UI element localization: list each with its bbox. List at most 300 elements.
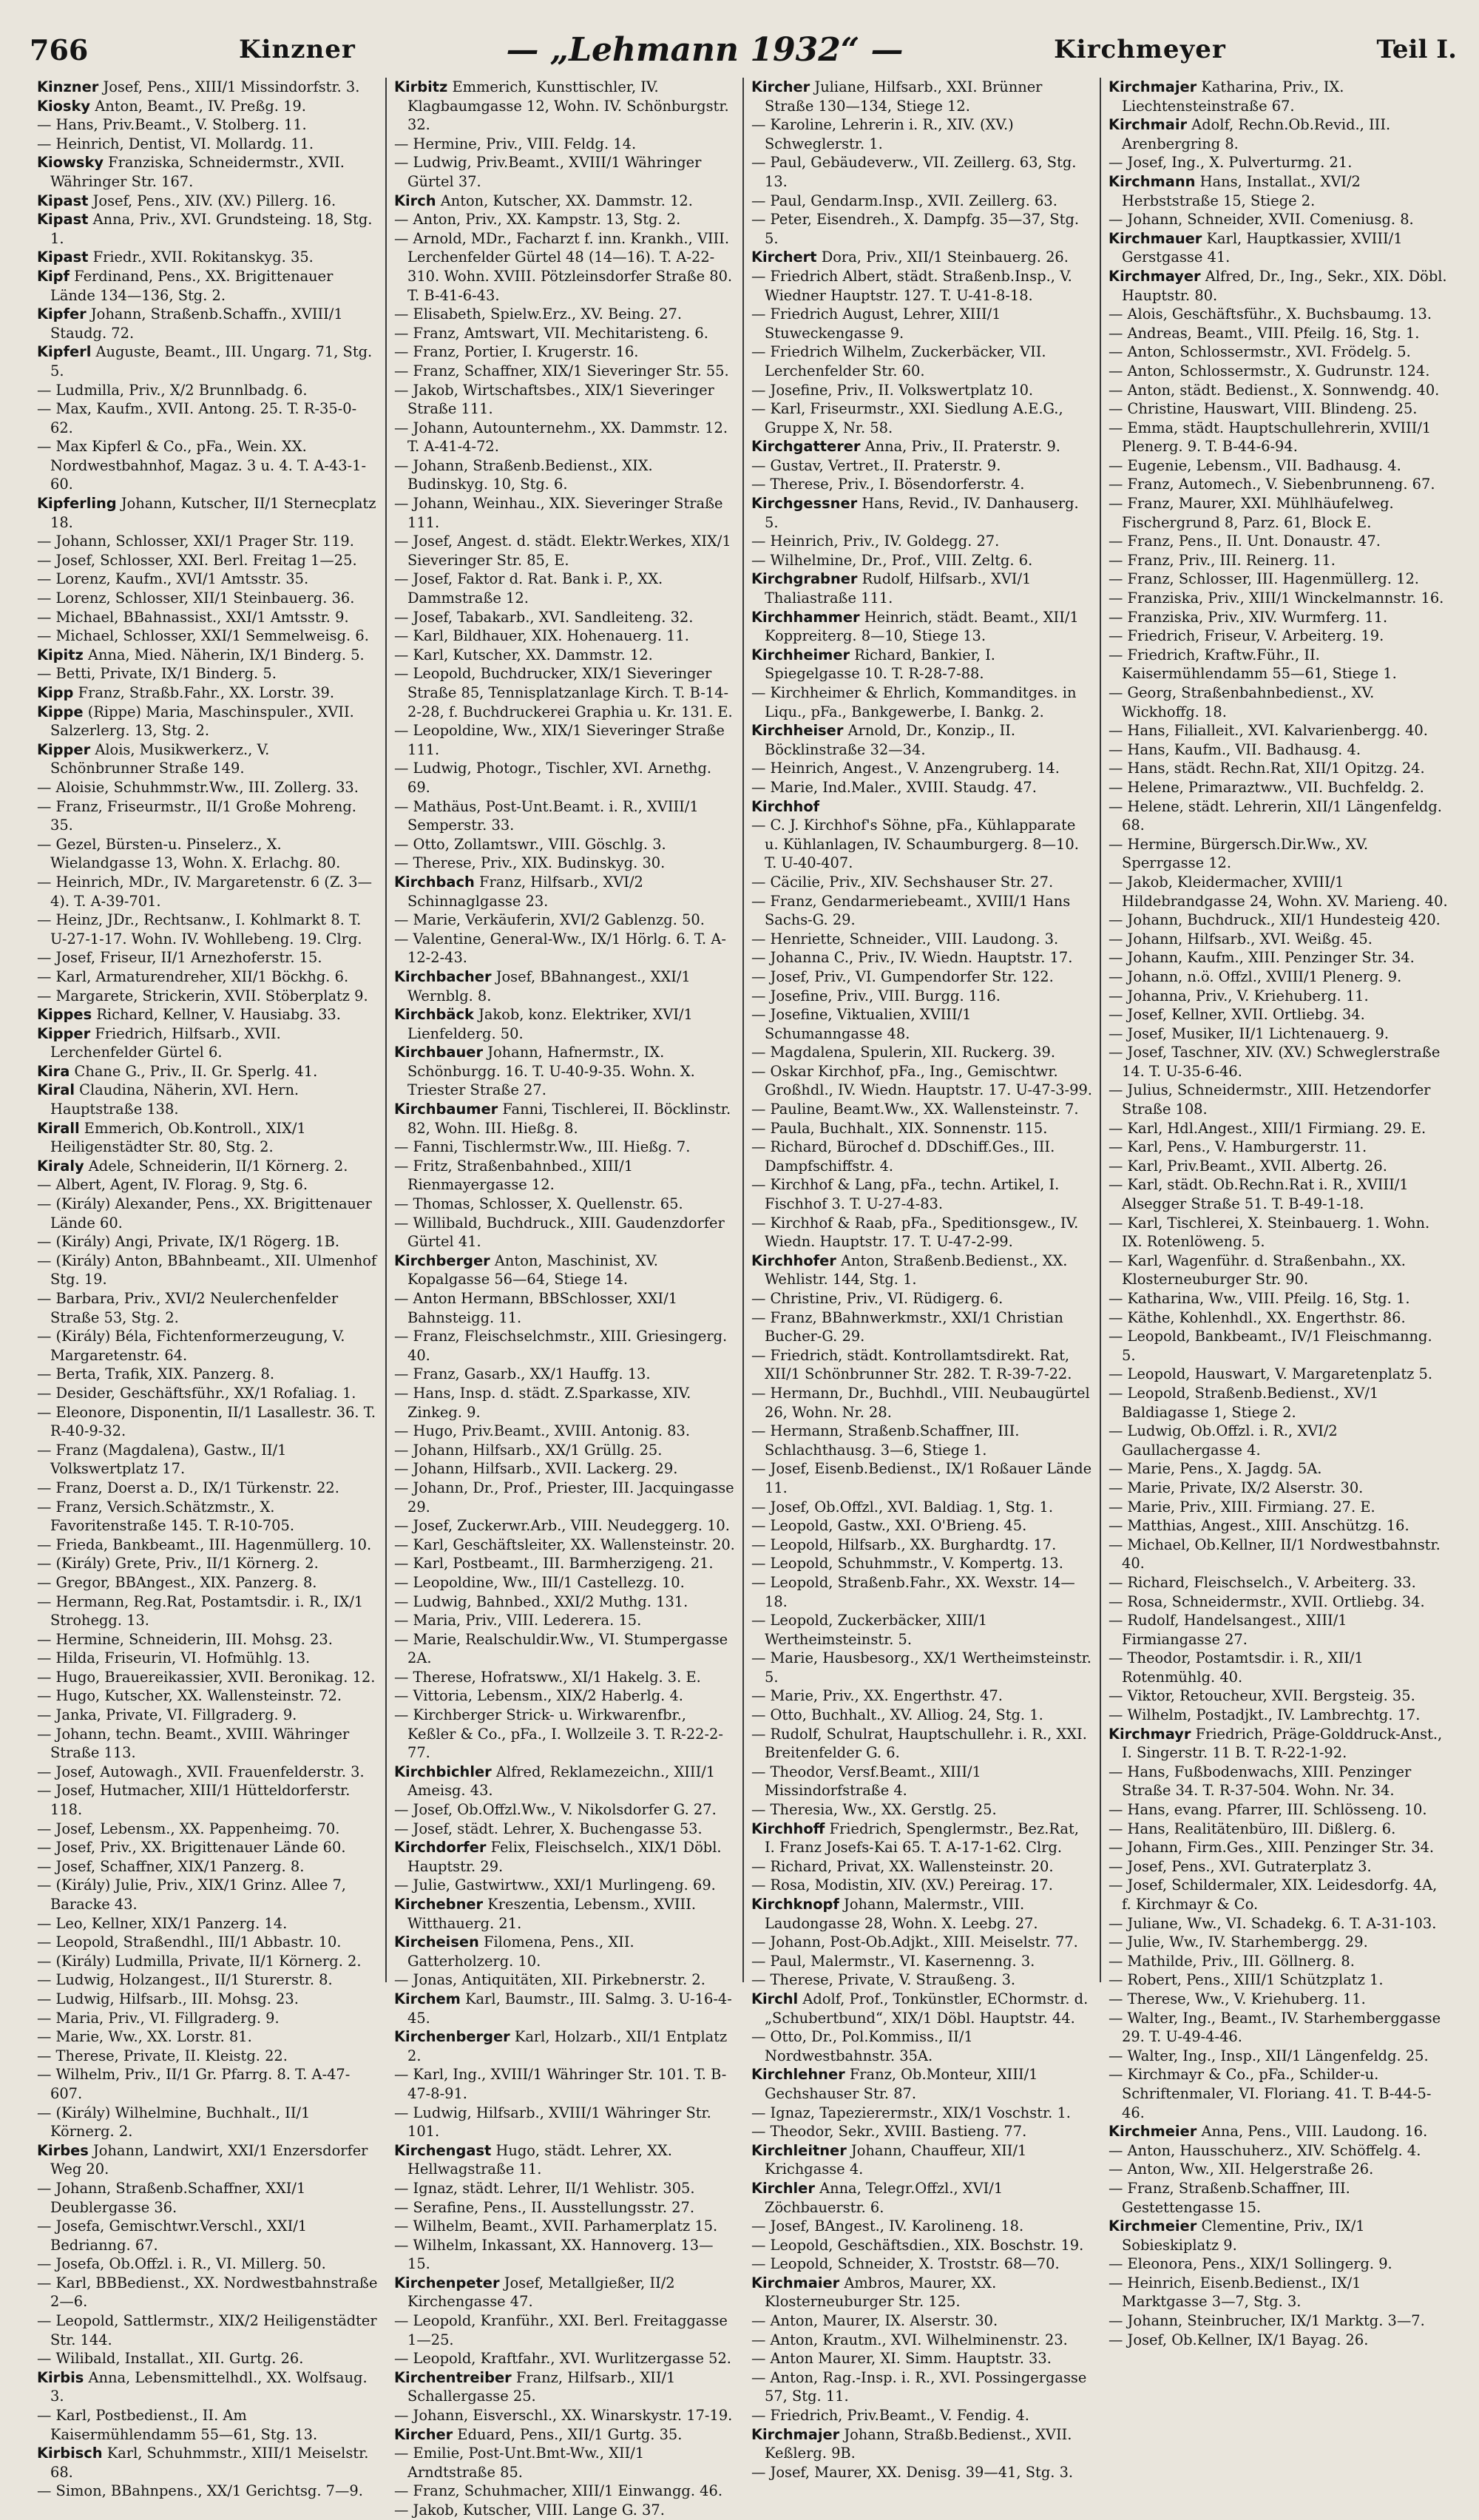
directory-entry [751, 437, 1092, 456]
directory-entry [394, 2482, 735, 2501]
directory-entry [1109, 210, 1449, 229]
entry-text: — Therese, Private, II. Kleistg. 22. [37, 2047, 288, 2064]
entry-text: — Johanna C., Priv., IV. Wiedn. Hauptstr. 17. [751, 949, 1073, 967]
entry-surname: Kirbitz [394, 78, 448, 95]
directory-entry [37, 2141, 378, 2179]
entry-text: Eduard, Pens., XII/1 Gurtg. 35. [457, 2425, 683, 2443]
directory-entry [1109, 721, 1449, 740]
directory-entry [751, 1952, 1092, 1971]
entry-text: — Josef, Pens., XVI. Gutraterplatz 3. [1109, 1857, 1372, 1875]
entry-text: — Anton Hermann, BBSchlosser, XXI/1 Bahnsteigg. 11. [394, 1290, 678, 1326]
entry-surname: Kirchmayer [1109, 267, 1201, 285]
entry-surname: Kirchlehner [751, 2066, 845, 2084]
entry-text: Anna, Telegr.Offzl., XVI/1 Zöchbauerstr. 6. [765, 2179, 1004, 2216]
directory-entry [1109, 381, 1449, 400]
entry-text: — Karl, städt. Ob.Rechn.Rat i. R., XVIII/1 Alsegger Straße 51. T. B-49-1-18. [1109, 1176, 1409, 1213]
entry-text: — Janka, Private, VI. Fillgraderg. 9. [37, 1706, 297, 1724]
entry-text: — Karl, Geschäftsleiter, XX. Wallensteinstr. 20. [394, 1536, 735, 1553]
entry-text: — Josef, Autowagh., XVII. Frauenfelderstr. 3. [37, 1763, 365, 1780]
entry-surname: Kirchbichler [394, 1763, 492, 1780]
directory-entry [394, 835, 735, 854]
entry-surname: Kirbes [37, 2141, 89, 2159]
entry-text: — Josef, Tabakarb., XVI. Sandleiteng. 32. [394, 608, 694, 626]
entry-surname: Kircher [751, 78, 810, 95]
entry-text: Emmerich, Kunsttischler, IV. Klagbaumgasse 12, Wohn. IV. Schönburgstr. 32. [407, 78, 729, 134]
entry-text: Filomena, Pens., XII. Gatterholzerg. 10. [407, 1933, 634, 1970]
directory-entry [1109, 1686, 1449, 1706]
directory-entry [394, 1138, 735, 1157]
directory-entry [37, 1365, 378, 1384]
entry-text: — (Király) Wilhelmine, Buchhalt., II/1 Körnerg. 2. [37, 2104, 311, 2141]
entry-surname: Kirchbacher [394, 967, 492, 985]
entry-text: — Julie, Gastwirtww., XXI/1 Murlingeng. 69. [394, 1877, 716, 1894]
entry-text: Josef, Metallgießer, II/2 Kirchengasse 47. [407, 2274, 675, 2311]
entry-text: — C. J. Kirchhof's Söhne, pFa., Kühlapparate u. Kühlanlagen, IV. Schaumburgerg. 8—10. T. U-40-407. [751, 817, 1079, 872]
entry-text: — Franz, Straßenb.Schaffner, III. Gestettengasse 15. [1109, 2179, 1350, 2216]
entry-text: — Heinrich, Dentist, VI. Mollardg. 11. [37, 135, 314, 152]
entry-text: — Johann, Straßenb.Bedienst., XIX. Budinskyg. 10, Stg. 6. [394, 456, 653, 493]
directory-entry [751, 1384, 1092, 1422]
entry-text: — Johann, Hilfsarb., XX/1 Grüllg. 25. [394, 1441, 663, 1459]
directory-entry [37, 1119, 378, 1157]
directory-entry [751, 873, 1092, 892]
entry-text: Hans, Revid., IV. Danhauserg. 5. [765, 495, 1079, 531]
directory-entry [394, 873, 735, 911]
directory-entry [37, 192, 378, 211]
entry-text: — Paul, Gendarm.Insp., XVII. Zeillerg. 63. [751, 192, 1057, 209]
directory-entry [37, 835, 378, 873]
directory-entry [751, 1289, 1092, 1308]
entry-text: Anna, Pens., VIII. Laudong. 16. [1201, 2123, 1428, 2141]
directory-entry [751, 816, 1092, 873]
directory-entry [37, 608, 378, 627]
entry-text: — Franziska, Priv., XIV. Wurmferg. 11. [1109, 608, 1388, 626]
entry-text: — Leopold, Sattlermstr., XIX/2 Heiligenstädter Str. 144. [37, 2312, 377, 2348]
entry-text: — Karl, Ing., XVIII/1 Währinger Str. 101. T. B-47-8-91. [394, 2066, 727, 2102]
entry-text: — Helene, Primaraztww., VII. Buchfeldg. 2. [1109, 778, 1424, 796]
entry-text: Jakob, konz. Elektriker, XVI/1 Lienfelderg. 50. [407, 1006, 693, 1042]
entry-text: Josef, Pens., XIV. (XV.) Pillerg. 16. [92, 192, 336, 209]
entry-text: — Hans, Priv.Beamt., V. Stolberg. 11. [37, 116, 307, 134]
directory-entry [1109, 873, 1449, 911]
entry-surname: Kirchler [751, 2179, 815, 2197]
entry-text: — Leopold, Kraftfahr., XVI. Wurlitzergasse 52. [394, 2350, 731, 2368]
entry-text: — Franz, Pens., II. Unt. Donaustr. 47. [1109, 533, 1381, 550]
entry-text: — Josef, Musiker, II/1 Lichtenauerg. 9. [1109, 1024, 1389, 1042]
directory-entry [751, 1138, 1092, 1175]
entry-text: — Leopold, Schuhmmstr., V. Kompertg. 13. [751, 1555, 1063, 1573]
entry-text: — Josefine, Viktualien, XVIII/1 Schumanngasse 48. [751, 1006, 972, 1042]
directory-entry [37, 911, 378, 948]
page-header [30, 28, 1457, 71]
entry-text: — Viktor, Retoucheur, XVII. Bergsteig. 35. [1109, 1687, 1415, 1705]
entry-text: — Johann, Straßenb.Schaffner, XXI/1 Deublergasse 36. [37, 2179, 306, 2216]
directory-entry [37, 1251, 378, 1289]
directory-entry [37, 1820, 378, 1839]
directory-entry [1109, 1498, 1449, 1517]
entry-text: — Katharina, Ww., VIII. Pfeilg. 16, Stg. 1. [1109, 1290, 1410, 1307]
entry-text: Richard, Bankier, I. Spiegelgasse 10. T. R-28-7-88. [765, 646, 995, 683]
entry-text: — Simon, BBahnpens., XX/1 Gerichtsg. 7—9. [37, 2482, 363, 2500]
directory-entry [1109, 1157, 1449, 1176]
entry-surname: Kirchheiser [751, 722, 844, 740]
directory-entry [1109, 608, 1449, 627]
entry-surname: Kipfer [37, 305, 87, 323]
entry-surname: Kirchengast [394, 2141, 492, 2159]
entry-text: — Leo, Kellner, XIX/1 Panzerg. 14. [37, 1914, 288, 1932]
directory-entry [394, 911, 735, 930]
directory-entry [1109, 78, 1449, 115]
directory-entry [751, 1005, 1092, 1043]
entry-surname: Kirch [394, 192, 436, 209]
entry-text: — Cäcilie, Priv., XIV. Sechshauser Str. 27. [751, 873, 1054, 891]
entry-text: — Franz, Versich.Schätzmstr., X. Favoritenstraße 145. T. R-10-705. [37, 1498, 295, 1535]
directory-entry [1109, 1970, 1449, 1990]
directory-entry [1109, 1914, 1449, 1933]
entry-text: — Karl, BBBedienst., XX. Nordwestbahnstraße 2—6. [37, 2274, 378, 2311]
entry-text: — Marie, Ind.Maler., XVIII. Staudg. 47. [751, 778, 1037, 796]
directory-entry [394, 1554, 735, 1573]
directory-entry [1109, 1005, 1449, 1024]
entry-text: — Anton, Hausschuherz., XIV. Schöffelg. 4. [1109, 2141, 1421, 2159]
entry-text: — Margarete, Strickerin, XVII. Stöberplatz 9. [37, 987, 368, 1004]
entry-text: — Otto, Zollamtswr., VIII. Göschlg. 3. [394, 835, 666, 853]
entry-surname: Kirchhammer [751, 608, 860, 626]
directory-entry [37, 1630, 378, 1649]
entry-text: Anton, Maschinist, XV. Kopalgasse 56—64, Stiege 14. [407, 1251, 658, 1288]
entry-surname: Kirchmeier [1109, 2217, 1197, 2235]
entry-text: Anna, Lebensmittelhdl., XX. Wolfsaug. 3. [50, 2368, 368, 2405]
entry-text: — Josef, Priv., VI. Gumpendorfer Str. 122. [751, 967, 1054, 985]
directory-entry [37, 664, 378, 683]
entry-text: — Karl, Bildhauer, XIX. Hohenauerg. 11. [394, 627, 689, 645]
directory-entry [394, 78, 735, 135]
directory-entry [1109, 1422, 1449, 1459]
entry-text: — (Király) Ludmilla, Private, II/1 Körnerg. 2. [37, 1952, 362, 1970]
entry-text: — Karl, Wagenführ. d. Straßenbahn., XX. Klosterneuburger Str. 90. [1109, 1251, 1406, 1288]
directory-entry [1109, 835, 1449, 873]
directory-entry [37, 1554, 378, 1573]
entry-text: Josef, Pens., XIII/1 Missindorfstr. 3. [103, 78, 360, 95]
directory-entry [37, 2065, 378, 2103]
directory-entry [37, 551, 378, 570]
directory-entry [394, 419, 735, 456]
entry-text: — Kirchhof & Lang, pFa., techn. Artikel, I. Fischhof 3. T. U-27-4-83. [751, 1176, 1060, 1213]
entry-text: — Ludwig, Holzangest., II/1 Sturerstr. 8. [37, 1971, 333, 1989]
entry-surname: Kircheisen [394, 1933, 479, 1951]
entry-text: Richard, Kellner, V. Hausiabg. 33. [96, 1006, 341, 1024]
entry-text: — Maria, Priv., VIII. Lederera. 15. [394, 1612, 642, 1629]
entry-text: — Elisabeth, Spielw.Erz., XV. Being. 27. [394, 305, 683, 323]
directory-entry [394, 305, 735, 324]
entry-text: Hans, Installat., XVI/2 Herbststraße 15, Stiege 2. [1122, 172, 1361, 209]
directory-entry [394, 1327, 735, 1365]
entry-text: — Jonas, Antiquitäten, XII. Pirkebnerstr. 2. [394, 1971, 705, 1989]
directory-entry [1109, 1536, 1449, 1573]
entry-text: — Paula, Buchhalt., XIX. Sonnenstr. 115. [751, 1119, 1048, 1137]
directory-entry [1109, 2311, 1449, 2331]
directory-entry [751, 1043, 1092, 1062]
directory-entry [37, 1706, 378, 1725]
entry-text: — Anton, Ww., XII. Helgerstraße 26. [1109, 2161, 1374, 2178]
entry-text: Franziska, Schneidermstr., XVII. Währinger Str. 167. [50, 154, 345, 190]
directory-entry [751, 759, 1092, 778]
entry-text: — Therese, Private, V. Straußeng. 3. [751, 1971, 1016, 1989]
entry-text: — Leopold, Bankbeamt., IV/1 Fleischmanng. 5. [1109, 1328, 1432, 1364]
directory-entry [751, 1516, 1092, 1536]
directory-entry [394, 1686, 735, 1706]
directory-entry [37, 778, 378, 797]
entry-text: — Josef, Schildermaler, XIX. Leidesdorfg. 4A, f. Kirchmayr & Co. [1109, 1877, 1438, 1913]
directory-entry [751, 2236, 1092, 2255]
entry-text: — Johanna, Priv., V. Kriehuberg. 11. [1109, 987, 1369, 1004]
directory-entry [37, 1970, 378, 1990]
directory-entry [751, 2274, 1092, 2311]
entry-text: — Josef, Ing., X. Pulverturmg. 21. [1109, 154, 1353, 172]
directory-entry [37, 2047, 378, 2066]
directory-entry [37, 1990, 378, 2009]
directory-entry [37, 1498, 378, 1536]
directory-entry [1109, 930, 1449, 949]
entry-surname: Kirchhof [751, 797, 820, 815]
directory-entry [751, 1649, 1092, 1686]
entry-text: Anna, Mied. Näherin, IX/1 Binderg. 5. [87, 646, 365, 663]
entry-surname: Kipper [37, 1024, 91, 1042]
column-1 [30, 78, 387, 2500]
directory-entry [37, 703, 378, 740]
entry-text: — Helene, städt. Lehrerin, XII/1 Längenfeldg. 68. [1109, 797, 1442, 834]
entry-text: — Georg, Straßenbahnbedienst., XV. Wickhoffg. 18. [1109, 684, 1375, 720]
entry-text: — Leopoldine, Ww., XIX/1 Sieveringer Straße 111. [394, 722, 725, 758]
entry-surname: Kirchmajer [1109, 78, 1197, 95]
entry-text: — Richard, Privat, XX. Wallensteinstr. 20. [751, 1857, 1054, 1875]
entry-text: — Alois, Geschäftsführ., X. Buchsbaumg. 13. [1109, 305, 1432, 323]
entry-surname: Kirchmauer [1109, 229, 1202, 247]
directory-entry [37, 2482, 378, 2501]
entry-surname: Kipast [37, 192, 89, 209]
directory-entry [751, 305, 1092, 342]
entry-text: — Wilhelm, Priv., II/1 Gr. Pfarrg. 8. T. A-47-607. [37, 2066, 351, 2102]
entry-text: — Heinz, JDr., Rechtsanw., I. Kohlmarkt 8. T. U-27-1-17. Wohn. IV. Wohllebeng. 19. Clrg. [37, 911, 362, 947]
entry-text: — Robert, Pens., XIII/1 Schützplatz 1. [1109, 1971, 1384, 1989]
entry-text: — Anton, Schlossermstr., XVI. Frödelg. 5. [1109, 343, 1411, 361]
directory-entry [751, 1498, 1092, 1517]
directory-entry [394, 2236, 735, 2274]
directory-entry [394, 1100, 735, 1138]
entry-text: Karl, Baumstr., III. Salmg. 3. U-16-4-45. [407, 1990, 732, 2027]
directory-entry [37, 2349, 378, 2368]
entry-text: — Käthe, Kohlenhdl., XX. Engerthstr. 86. [1109, 1308, 1406, 1326]
directory-entry [751, 381, 1092, 400]
directory-entry [1109, 324, 1449, 343]
entry-surname: Kirall [37, 1119, 80, 1137]
directory-entry [751, 2254, 1092, 2274]
directory-entry [394, 854, 735, 873]
entry-surname: Kipast [37, 249, 89, 266]
entry-text: — Frieda, Bankbeamt., III. Hagenmüllerg. 10. [37, 1536, 372, 1553]
directory-entry [1109, 2065, 1449, 2122]
entry-text: — Eugenie, Lebensm., VII. Badhausg. 4. [1109, 456, 1401, 474]
directory-entry [751, 1820, 1092, 1857]
entry-surname: Kirchheimer [751, 646, 850, 663]
left-running-head: Kinzner [239, 35, 356, 64]
directory-entry [751, 1308, 1092, 1346]
entry-text: — Johann, Hilfsarb., XVII. Lackerg. 29. [394, 1460, 678, 1478]
entry-text: — Theresia, Ww., XX. Gerstlg. 25. [751, 1801, 997, 1819]
entry-text: — Leopold, Hilfsarb., XX. Burghardtg. 17. [751, 1536, 1057, 1553]
directory-entry [1109, 1516, 1449, 1536]
directory-entry [394, 1876, 735, 1895]
directory-entry [751, 1970, 1092, 1990]
entry-text: — Jakob, Kutscher, VIII. Lange G. 37. [394, 2502, 665, 2519]
entry-text: — Karl, Tischlerei, X. Steinbauerg. 1. Wohn. IX. Rotenlöweng. 5. [1109, 1214, 1430, 1251]
entry-text: — Berta, Trafik, XIX. Panzerg. 8. [37, 1365, 275, 1383]
directory-entry [394, 2141, 735, 2179]
directory-entry [751, 1251, 1092, 1289]
directory-entry [394, 1800, 735, 1820]
entry-text: — Jakob, Kleidermacher, XVIII/1 Hildebrandgasse 24, Wohn. XV. Marieng. 40. [1109, 873, 1448, 910]
directory-entry [1109, 1952, 1449, 1971]
entry-text: — Anton, Priv., XX. Kampstr. 13, Stg. 2. [394, 211, 681, 229]
directory-entry [37, 1592, 378, 1630]
directory-entry [37, 1403, 378, 1441]
entry-text: — Max Kipferl & Co., pFa., Wein. XX. Nordwestbahnhof, Magaz. 3 u. 4. T. A-43-1-60. [37, 438, 367, 493]
directory-entry [37, 1441, 378, 1479]
directory-entry [1109, 683, 1449, 721]
entry-text: — Hans, Fußbodenwachs, XIII. Penzinger Straße 34. T. R-37-504. Wohn. Nr. 34. [1109, 1763, 1412, 1800]
directory-entry [1109, 494, 1449, 532]
entry-text: — Hermann, Straßenb.Schaffner, III. Schlachthausg. 3—6, Stiege 1. [751, 1422, 1020, 1459]
entry-text: — Franz, Amtswart, VII. Mechitaristeng. 6. [394, 324, 708, 342]
entry-text: — Marie, Ww., XX. Lorstr. 81. [37, 2028, 252, 2046]
directory-entry [751, 153, 1092, 191]
directory-entry [751, 210, 1092, 248]
directory-entry [37, 267, 378, 305]
directory-entry [751, 2065, 1092, 2103]
entry-text: — Franz, BBahnwerkmstr., XXI/1 Christian Bucher-G. 29. [751, 1308, 1063, 1345]
entry-text: — Heinrich, Angest., V. Anzengruberg. 14. [751, 760, 1060, 777]
entry-surname: Kipper [37, 740, 91, 758]
entry-surname: Kirchgatterer [751, 438, 861, 456]
entry-surname: Kipitz [37, 646, 84, 663]
directory-entry [394, 797, 735, 835]
directory-entry [394, 1479, 735, 1516]
entry-text: — Johann, Weinhau., XIX. Sieveringer Straße 111. [394, 495, 723, 531]
entry-text: — Friedrich, Priv.Beamt., V. Fendig. 4. [751, 2407, 1029, 2425]
entry-text: — Franz, Gendarmeriebeamt., XVIII/1 Hans Sachs-G. 29. [751, 892, 1071, 929]
entry-text: — Serafine, Pens., II. Ausstellungsstr. 27. [394, 2198, 695, 2216]
entry-text: — Friedrich Albert, städt. Straßenb.Insp., V. Wiedner Hauptstr. 127. T. U-41-8-18. [751, 267, 1072, 304]
entry-text: — Johann, Kaufm., XIII. Penzinger Str. 34. [1109, 949, 1415, 967]
entry-text: — Friedrich August, Lehrer, XIII/1 Stuweckengasse 9. [751, 305, 1001, 342]
entry-text: — Jakob, Wirtschaftsbes., XIX/1 Sieveringer Straße 111. [394, 381, 714, 418]
entry-surname: Kirchgrabner [751, 570, 858, 588]
directory-entry [751, 1933, 1092, 1952]
directory-entry [37, 1536, 378, 1555]
entry-text: — Johann, techn. Beamt., XVIII. Währinger Straße 113. [37, 1725, 350, 1762]
directory-entry [1109, 1214, 1449, 1251]
entry-text: — Franz, Fleischselchmstr., XIII. Griesingerg. 40. [394, 1328, 728, 1364]
entry-text: — Josef, Ob.Kellner, IX/1 Bayag. 26. [1109, 2331, 1369, 2348]
directory-entry [394, 1422, 735, 1441]
entry-text: — Otto, Buchhalt., XV. Alliog. 24, Stg. 1. [751, 1706, 1043, 1724]
entry-text: — Matthias, Angest., XIII. Anschützg. 16. [1109, 1517, 1409, 1535]
entry-text: — Hermine, Schneiderin, III. Mohsg. 23. [37, 1630, 333, 1648]
directory-entry [1109, 1820, 1449, 1839]
entry-text: — Thomas, Schlosser, X. Quellenstr. 65. [394, 1195, 683, 1213]
directory-entry [394, 1459, 735, 1479]
entry-surname: Kirchgessner [751, 495, 858, 513]
entry-surname: Kirbisch [37, 2445, 103, 2462]
directory-entry [37, 1062, 378, 1081]
directory-entry [1109, 1384, 1449, 1422]
entry-surname: Kirchdorfer [394, 1839, 487, 1857]
directory-entry [1109, 115, 1449, 153]
directory-entry [394, 2444, 735, 2482]
directory-entry [751, 1895, 1092, 1933]
directory-entry [394, 1536, 735, 1555]
entry-text: Friedrich, Präge-Golddruck-Anst., I. Singerstr. 11 B. T. R-22-1-92. [1122, 1725, 1443, 1762]
entry-text: — Franz, Maurer, XXI. Mühlhäufelweg. Fischergrund 8, Parz. 61, Block E. [1109, 495, 1394, 531]
directory-entry [37, 1914, 378, 1933]
entry-text: Fanni, Tischlerei, II. Böcklinstr. 82, Wohn. III. Hießg. 8. [407, 1101, 731, 1137]
entry-surname: Kirchmair [1109, 116, 1188, 134]
directory-entry [751, 2122, 1092, 2141]
directory-entry [751, 551, 1092, 570]
entry-text: — Rudolf, Schulrat, Hauptschullehr. i. R., XXI. Breitenfelder G. 6. [751, 1725, 1087, 1762]
directory-entry [1109, 2160, 1449, 2179]
directory-entry [1109, 1327, 1449, 1365]
directory-entry [1109, 153, 1449, 172]
entry-text: — Friedrich, Kraftw.Führ., II. Kaisermühlendamm 55—61, Stiege 1. [1109, 646, 1397, 683]
directory-entry [1109, 267, 1449, 305]
entry-text: Alfred, Reklamezeichn., XIII/1 Ameisg. 43. [407, 1763, 716, 1800]
directory-entry [37, 2311, 378, 2349]
entry-surname: Kirchem [394, 1990, 461, 2007]
entry-text: — Paul, Gebäudeverw., VII. Zeillerg. 63, Stg. 13. [751, 154, 1077, 190]
entry-text: Hugo, städt. Lehrer, XX. Hellwagstraße 11. [407, 2141, 672, 2178]
directory-entry [751, 267, 1092, 305]
directory-entry [394, 664, 735, 721]
entry-text: — Josef, Kellner, XVII. Ortliebg. 34. [1109, 1006, 1365, 1024]
directory-entry [37, 399, 378, 437]
directory-entry [751, 2027, 1092, 2065]
entry-text: — Wilhelm, Beamt., XVII. Parhamerplatz 15. [394, 2217, 718, 2235]
entry-text: — Andreas, Beamt., VIII. Pfeilg. 16, Stg. 1. [1109, 324, 1420, 342]
directory-entry [1109, 778, 1449, 797]
entry-text: — Anton, Krautm., XVI. Wilhelminenstr. 23. [751, 2331, 1068, 2348]
directory-entry [751, 1763, 1092, 1800]
entry-text: — Karl, Pens., V. Hamburgerstr. 11. [1109, 1138, 1367, 1156]
entry-text: — Fanni, Tischlermstr.Ww., III. Hießg. 7. [394, 1138, 691, 1156]
entry-text: — Anton Maurer, XI. Simm. Hauptstr. 33. [751, 2350, 1052, 2368]
entry-text: — Eleonore, Disponentin, II/1 Lasallestr. 36. T. R-40-9-32. [37, 1403, 376, 1440]
entry-text: — Kirchberger Strick- u. Wirkwarenfbr., Keßler & Co., pFa., I. Wollzeile 3. T. R-22-2-77. [394, 1706, 723, 1762]
directory-entry [37, 1857, 378, 1877]
directory-entry [394, 759, 735, 797]
entry-text: — Gezel, Bürsten-u. Pinselerz., X. Wielandgasse 13, Wohn. X. Erlachg. 80. [37, 835, 341, 872]
entry-text: — Franz, Gasarb., XX/1 Hauffg. 13. [394, 1365, 651, 1383]
entry-text: — Anton, städt. Bedienst., X. Sonnwendg. 40. [1109, 381, 1440, 399]
entry-text: — Franz, Doerst a. D., IX/1 Türkenstr. 22. [37, 1479, 339, 1496]
directory-entry [1109, 1876, 1449, 1913]
directory-entry [1109, 2179, 1449, 2217]
directory-entry [1109, 967, 1449, 987]
directory-entry [751, 1876, 1092, 1895]
entry-text: — Oskar Kirchhof, pFa., Ing., Gemischtwr. Großhdl., IV. Wiedn. Hauptstr. 17. U-47-3-99. [751, 1062, 1092, 1099]
directory-entry [394, 1611, 735, 1630]
directory-entry [37, 1573, 378, 1592]
